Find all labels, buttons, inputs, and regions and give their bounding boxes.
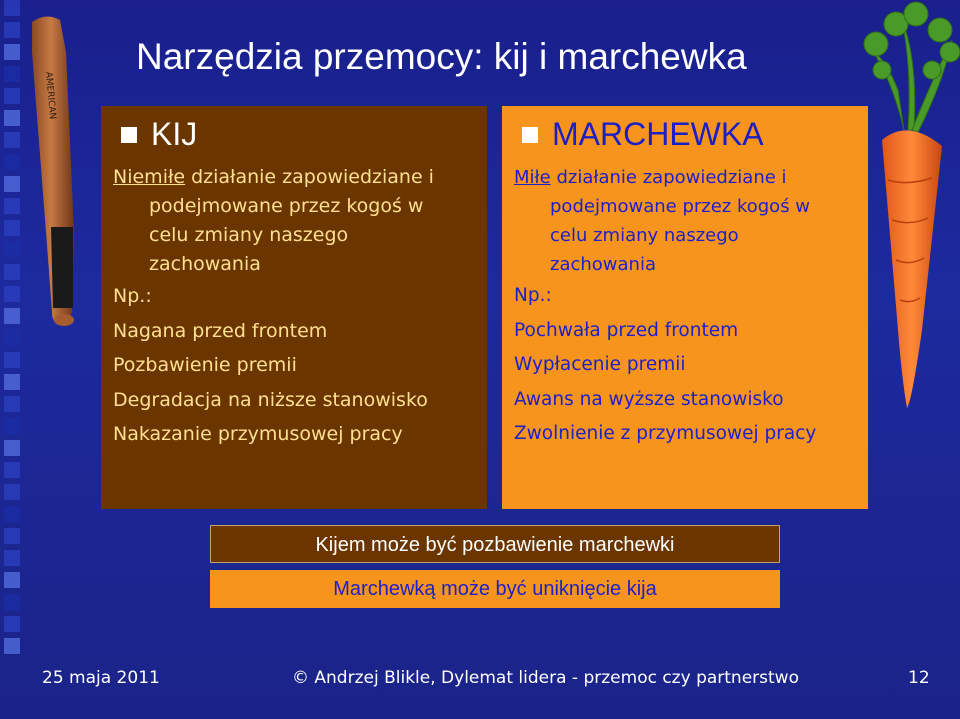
marchewka-item: Zwolnienie z przymusowej pracy — [514, 423, 817, 444]
kij-example-label: Np.: — [113, 285, 152, 307]
footer-date: 25 maja 2011 — [42, 668, 160, 688]
summary-bar-orange: Marchewką może być uniknięcie kija — [210, 570, 780, 608]
square-bullet-icon — [522, 127, 538, 143]
svg-text:AMERICAN: AMERICAN — [43, 71, 58, 120]
kij-item: Degradacja na niższe stanowisko — [113, 388, 428, 411]
carrot-icon — [852, 0, 960, 410]
kij-heading — [121, 116, 475, 153]
marchewka-item: Pochwała przed frontem — [514, 319, 739, 341]
slide-title: Narzędzia przemocy: kij i marchewka — [136, 36, 747, 77]
marchewka-definition-line-4: zachowania — [550, 254, 656, 275]
footer-page-number: 12 — [908, 668, 930, 688]
marchewka-item: Wypłacenie premii — [514, 354, 686, 375]
summary-bar-brown: Kijem może być pozbawienie marchewki — [210, 525, 780, 563]
square-bullet-icon — [121, 127, 137, 143]
marchewka-definition-rest: działanie zapowiedziane i — [550, 167, 787, 188]
marchewka-definition-lead: Miłe — [514, 167, 551, 188]
marchewka-box — [502, 106, 868, 509]
marchewka-item: Awans na wyższe stanowisko — [514, 388, 784, 410]
kij-definition — [113, 163, 475, 279]
kij-heading-text: KIJ — [151, 116, 198, 152]
marchewka-definition-line-3: celu zmiany naszego — [550, 225, 739, 246]
kij-definition-lead: Niemiłe — [113, 166, 186, 188]
marchewka-heading — [522, 116, 856, 153]
kij-definition-line-3: celu zmiany naszego — [149, 224, 349, 246]
marchewka-example-label: Np.: — [514, 285, 552, 306]
kij-definition-rest: działanie zapowiedziane i — [185, 166, 434, 188]
kij-definition-line-2: podejmowane przez kogoś w — [149, 195, 424, 217]
kij-item: Pozbawienie premii — [113, 354, 297, 376]
kij-definition-line-4: zachowania — [149, 253, 261, 275]
marchewka-heading-text: MARCHEWKA — [552, 116, 764, 152]
marchewka-definition-line-2: podejmowane przez kogoś w — [550, 196, 811, 217]
baseball-bat-icon — [18, 12, 108, 332]
kij-item: Nakazanie przymusowej pracy — [113, 423, 403, 445]
kij-box — [101, 106, 487, 509]
kij-item: Nagana przed frontem — [113, 319, 328, 342]
marchewka-definition — [514, 163, 856, 279]
footer-copyright: © Andrzej Blikle, Dylemat lidera - przemoc czy partnerstwo — [292, 668, 799, 688]
